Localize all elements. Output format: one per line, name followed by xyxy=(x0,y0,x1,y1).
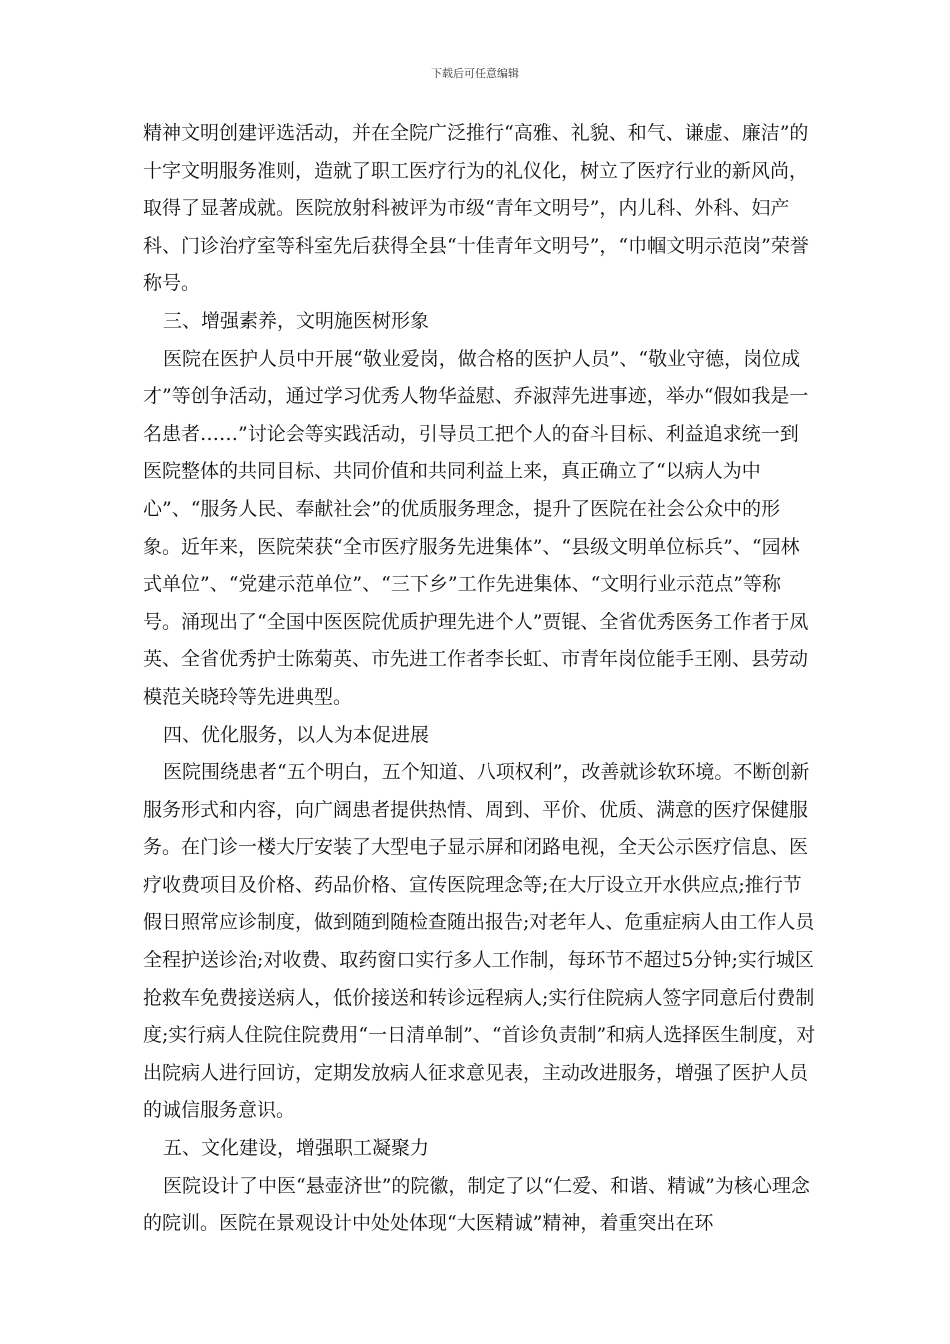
section-heading-5: 五、文化建设，增强职工凝聚力 xyxy=(163,1137,430,1160)
section-heading-3: 三、增强素养，文明施医树形象 xyxy=(163,309,430,332)
paragraph-spiritual-civilization: 精神文明创建评选活动，并在全院广泛推行“高雅、礼貌、和气、谦虚、廉洁”的十字文明服务准则，造就了职工医疗行为的礼仪化，树立了医疗行业的新风尚，取得了显著成就。医院放射科被评为市级“青年文明号”，内儿科、外科、妇产科、门诊治疗室等科室先后获得全县“十佳青年文明号”，“巾帼文明示范岗”荣誉称号。 xyxy=(143,122,809,295)
paragraph-culture-building: 医院设计了中医“悬壶济世”的院徽，制定了以“仁爱、和谐、精诚”为核心理念的院训。医院在景观设计中处处体现“大医精诚”精神，着重突出在环 xyxy=(143,1174,810,1235)
paragraph-medical-image: 医院在医护人员中开展“敬业爱岗，做合格的医护人员”、“敬业守德，岗位成才”等创争活动，通过学习优秀人物华益慰、乔淑萍先进事迹，举办“假如我是一名患者……”讨论会等实践活动，引导员工把个人的奋斗目标、利益追求统一到医院整体的共同目标、共同价值和共同利益上来，真正确立了“以病人为中心”、“服务人民、奉献社会”的优质服务理念，提升了医院在社会公众中的形象。近年来，医院荣获“全市医疗服务先进集体”、“县级文明单位标兵”、“园林式单位”、“党建示范单位”、“三下乡”工作先进集体、“文明行业示范点”等称号。涌现出了“全国中医医院优质护理先进个人”贾锟、全省优秀医务工作者于凤英、全省优秀护士陈菊英、市先进工作者李长虹、市青年岗位能手王刚、县劳动模范关晓玲等先进典型。 xyxy=(143,347,809,708)
page-header-note: 下载后可任意编辑 xyxy=(431,67,519,80)
section-heading-4: 四、优化服务，以人为本促进展 xyxy=(163,723,430,746)
paragraph-service-optimization: 医院围绕患者“五个明白，五个知道、八项权利”，改善就诊软环境。不断创新服务形式和内容，向广阔患者提供热情、周到、平价、优质、满意的医疗保健服务。在门诊一楼大厅安装了大型电子显示屏和闭路电视，全天公示医疗信息、医疗收费项目及价格、药品价格、宣传医院理念等;在大厅设立开水供应点;推行节假日照常应诊制度，做到随到随检查随出报告;对老年人、危重症病人由工作人员全程护送诊治;对收费、取药窗口实行多人工作制，每环节不超过5分钟;实行城区抢救车免费接送病人，低价接送和转诊远程病人;实行住院病人签字同意后付费制度;实行病人住院住院费用“一日清单制”、“首诊负责制”和病人选择医生制度，对出院病人进行回访，定期发放病人征求意见表，主动改进服务，增强了医护人员的诚信服务意识。 xyxy=(143,761,816,1122)
document-body xyxy=(143,115,817,1243)
